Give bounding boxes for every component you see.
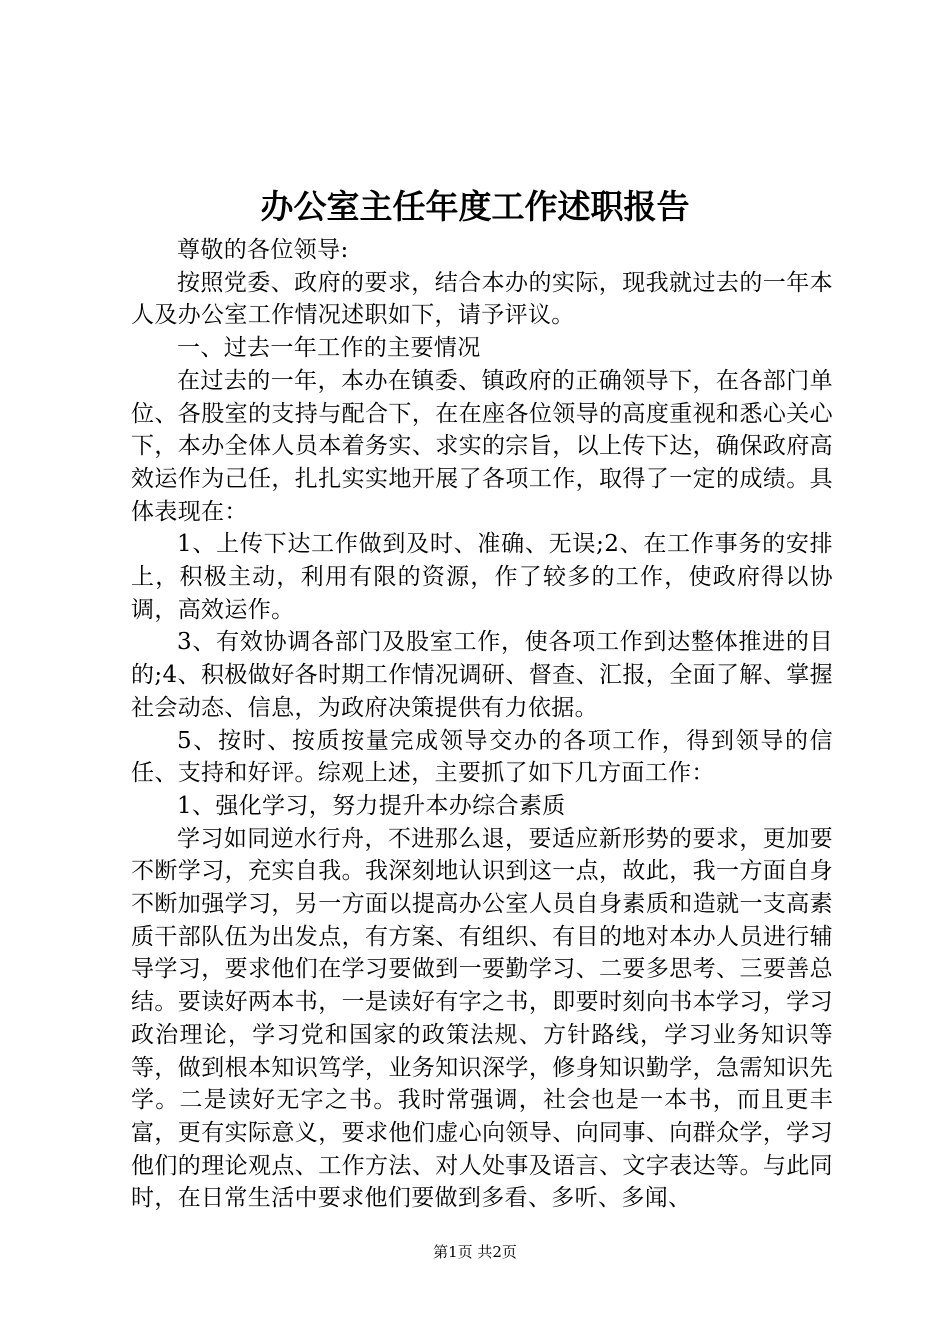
page-number-footer: 第1页 共2页 xyxy=(433,1243,517,1261)
subsection-heading: 1、强化学习，努力提升本办综合素质 xyxy=(177,792,566,819)
body-paragraph: 学习如同逆水行舟，不进那么退，要适应新形势的要求，更加要不断学习，充实自我。我深刻地认识到这一点，故此，我一方面自身不断加强学习，另一方面以提高办公室人员自身素质和造就一支高素质干部队伍为出发点，有方案、有组织、有目的地对本办人员进行辅导学习，要求他们在学习要做到一要勤学习、二要多思考、三要善总结。要读好两本书，一是读好有字之书，即要时刻向书本学习，学习政治理论，学习党和国家的政策法规、方针路线，学习业务知识等等，做到根本知识笃学，业务知识深学，修身知识勤学，急需知识先学。二是读好无字之书。我时常强调，社会也是一本书，而且更丰富，更有实际意义，要求他们虚心向领导、向同事、向群众学，学习他们的理论观点、工作方法、对人处事及语言、文字表达等。与此同时，在日常生活中要求他们要做到多看、多听、多闻、 xyxy=(131,825,833,1212)
document-body xyxy=(131,234,833,1215)
body-paragraph: 1、上传下达工作做到及时、准确、无误;2、在工作事务的安排上，积极主动，利用有限的资源，作了较多的工作，使政府得以协调，高效运作。 xyxy=(131,531,833,623)
section-heading: 一、过去一年工作的主要情况 xyxy=(177,335,481,362)
body-paragraph: 3、有效协调各部门及股室工作，使各项工作到达整体推进的目的;4、积极做好各时期工作情况调研、督查、汇报，全面了解、掌握社会动态、信息，为政府决策提供有力依据。 xyxy=(131,629,833,721)
document-title: 办公室主任年度工作述职报告 xyxy=(260,187,690,226)
body-paragraph: 在过去的一年，本办在镇委、镇政府的正确领导下，在各部门单位、各股室的支持与配合下，在在座各位领导的高度重视和悉心关心下，本办全体人员本着务实、求实的宗旨，以上传下达，确保政府高效运作为己任，扎扎实实地开展了各项工作，取得了一定的成绩。具体表现在： xyxy=(131,367,833,525)
body-paragraph: 5、按时、按质按量完成领导交办的各项工作，得到领导的信任、支持和好评。综观上述，主要抓了如下几方面工作： xyxy=(131,727,833,787)
salutation-paragraph: 尊敬的各位领导: xyxy=(177,237,349,263)
intro-paragraph: 按照党委、政府的要求，结合本办的实际，现我就过去的一年本人及办公室工作情况述职如下，请予评议。 xyxy=(131,269,833,329)
